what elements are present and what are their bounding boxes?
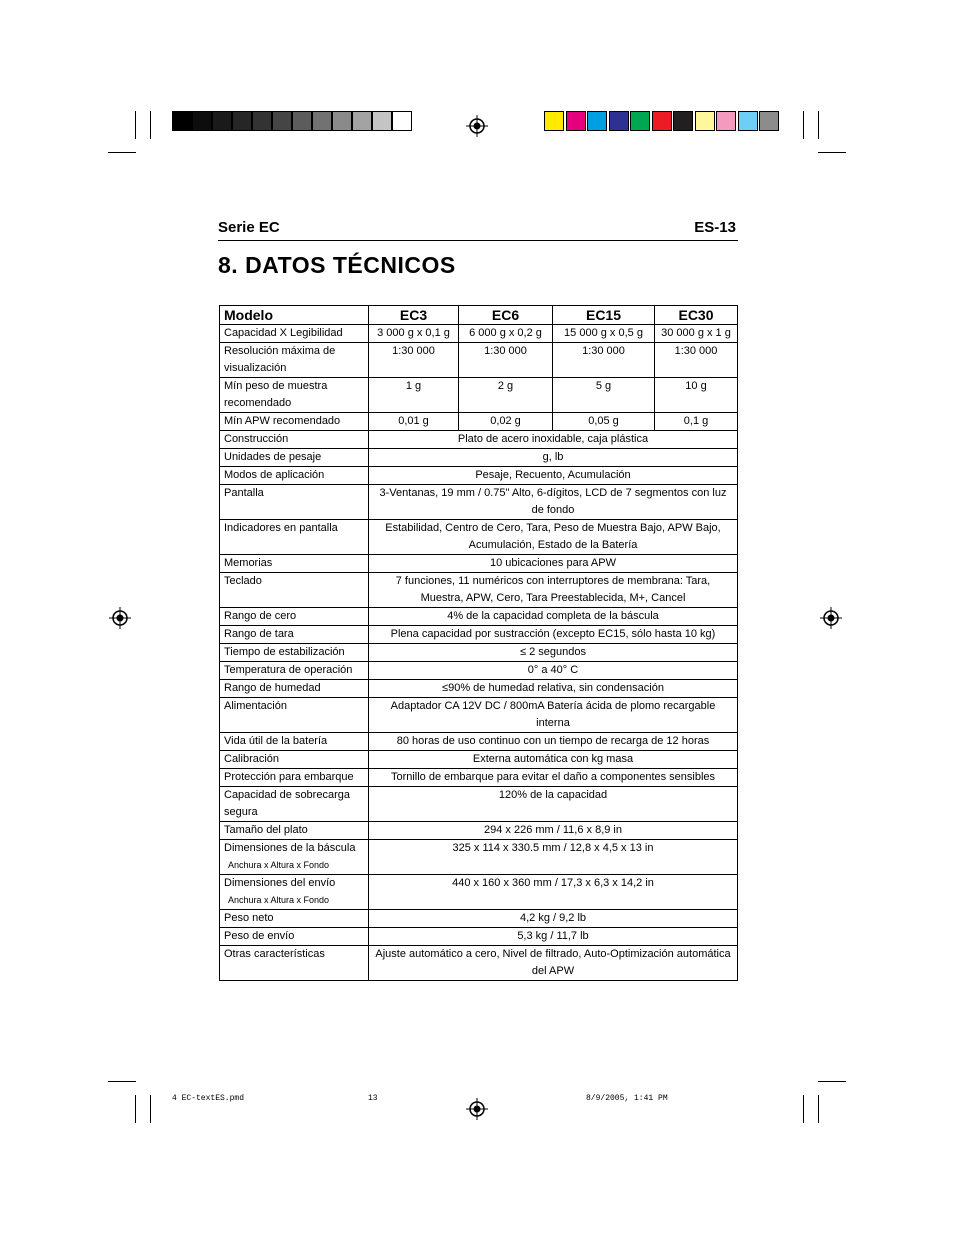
row-label (220, 928, 369, 946)
table-row (220, 680, 738, 698)
row-label: Resolución máxima de visualización (220, 343, 369, 378)
row-label (220, 875, 369, 910)
row-label (220, 733, 369, 751)
value-cell: 0,01 g (369, 413, 459, 431)
table-row (220, 875, 738, 910)
header-cell: EC6 (459, 306, 553, 325)
technical-data-table (219, 305, 738, 981)
value-cell: 294 x 226 mm / 11,6 x 8,9 in (369, 822, 738, 840)
table-row (220, 644, 738, 662)
value-cell: 0,1 g (655, 413, 738, 431)
crop-mark (803, 1095, 804, 1123)
value-cell: g, lb (369, 449, 738, 467)
row-label-text: Rango de humedad (224, 682, 321, 694)
row-label-text: Peso de envío (224, 930, 295, 942)
color-swatch (738, 111, 758, 131)
table-row (220, 751, 738, 769)
row-label-text: Protección para embarque (224, 771, 354, 783)
row-label (220, 769, 369, 787)
row-label (220, 485, 369, 520)
value-cell: 1:30 000 (459, 343, 553, 378)
value-cell: Plato de acero inoxidable, caja plástica (369, 431, 738, 449)
gray-swatch (332, 111, 352, 131)
color-swatch (587, 111, 607, 131)
registration-mark-icon (109, 607, 131, 629)
color-swatch (630, 111, 650, 131)
gray-swatch (312, 111, 332, 131)
crop-mark (135, 1095, 136, 1123)
table-row (220, 946, 738, 981)
value-cell: 1:30 000 (553, 343, 655, 378)
header-divider (218, 240, 738, 241)
value-cell: Adaptador CA 12V DC / 800mA Batería ácida de plomo recargable interna (369, 698, 738, 733)
value-cell: 30 000 g x 1 g (655, 325, 738, 343)
row-label (220, 822, 369, 840)
color-swatch (716, 111, 736, 131)
table-row (220, 413, 738, 431)
value-cell: 0° a 40° C (369, 662, 738, 680)
color-swatch (695, 111, 715, 131)
table-row (220, 449, 738, 467)
row-label-text: Alimentación (224, 700, 287, 712)
row-label-text: Capacidad de sobrecarga segura (224, 789, 350, 818)
value-cell: 325 x 114 x 330.5 mm / 12,8 x 4,5 x 13 in (369, 840, 738, 875)
value-cell: 15 000 g x 0,5 g (553, 325, 655, 343)
table-row (220, 378, 738, 413)
value-cell: 2 g (459, 378, 553, 413)
value-cell: 10 ubicaciones para APW (369, 555, 738, 573)
value-cell: 6 000 g x 0,2 g (459, 325, 553, 343)
table-row (220, 769, 738, 787)
row-label-text: Dimensiones del envío (224, 877, 336, 889)
value-cell: 5,3 kg / 11,7 lb (369, 928, 738, 946)
row-label (220, 520, 369, 555)
row-label-text: Calibración (224, 753, 280, 765)
value-cell: Externa automática con kg masa (369, 751, 738, 769)
row-label (220, 449, 369, 467)
row-label-text: Rango de cero (224, 610, 297, 622)
row-label-text: Unidades de pesaje (224, 451, 322, 463)
crop-mark (818, 1095, 819, 1123)
table-row (220, 840, 738, 875)
gray-swatch (392, 111, 412, 131)
crop-mark (108, 1081, 136, 1082)
page-number: ES-13 (694, 219, 736, 236)
value-cell: 440 x 160 x 360 mm / 17,3 x 6,3 x 14,2 in (369, 875, 738, 910)
value-cell: Plena capacidad por sustracción (excepto EC15, sólo hasta 10 kg) (369, 626, 738, 644)
row-label (220, 626, 369, 644)
row-label-text: Pantalla (224, 487, 264, 499)
gray-swatch (372, 111, 392, 131)
row-label (220, 910, 369, 928)
table-row (220, 325, 738, 343)
crop-mark (803, 111, 804, 139)
gray-swatch (272, 111, 292, 131)
value-cell: Ajuste automático a cero, Nivel de filtrado, Auto-Optimización automática del APW (369, 946, 738, 981)
row-label-text: Tiempo de estabilización (224, 646, 345, 658)
footer-page-number: 13 (368, 1094, 378, 1103)
table-row (220, 698, 738, 733)
crop-mark (818, 152, 846, 153)
row-label-text: Modos de aplicación (224, 469, 325, 481)
table-row (220, 485, 738, 520)
crop-mark (818, 1081, 846, 1082)
row-label-text: Teclado (224, 575, 262, 587)
color-swatch (652, 111, 672, 131)
header-cell: EC30 (655, 306, 738, 325)
row-label-text: Construcción (224, 433, 289, 445)
header-cell: Modelo (220, 306, 369, 325)
value-cell: Tornillo de embarque para evitar el daño a componentes sensibles (369, 769, 738, 787)
table-row (220, 520, 738, 555)
row-label-text: Dimensiones de la báscula (224, 842, 356, 854)
registration-mark-icon (820, 607, 842, 629)
table-row (220, 467, 738, 485)
table-row (220, 733, 738, 751)
table-row (220, 431, 738, 449)
row-label (220, 946, 369, 981)
row-label (220, 555, 369, 573)
gray-swatch (232, 111, 252, 131)
registration-mark-icon (466, 1098, 488, 1120)
crop-mark (135, 111, 136, 139)
row-label-text: Rango de tara (224, 628, 294, 640)
header-cell: EC3 (369, 306, 459, 325)
value-cell: 120% de la capacidad (369, 787, 738, 822)
table-row (220, 822, 738, 840)
crop-mark (818, 111, 819, 139)
row-label (220, 680, 369, 698)
gray-swatch (212, 111, 232, 131)
value-cell: Pesaje, Recuento, Acumulación (369, 467, 738, 485)
row-label (220, 431, 369, 449)
value-cell: 5 g (553, 378, 655, 413)
row-label-text: Tamaño del plato (224, 824, 308, 836)
header-cell: EC15 (553, 306, 655, 325)
table-row (220, 608, 738, 626)
row-label (220, 467, 369, 485)
row-label-text: Temperatura de operación (224, 664, 353, 676)
footer-filename: 4 EC-textES.pmd (172, 1094, 245, 1103)
row-label: Mín peso de muestra recomendado (220, 378, 369, 413)
gray-swatch (172, 111, 192, 131)
row-label-text: Vida útil de la batería (224, 735, 328, 747)
section-title: 8. DATOS TÉCNICOS (218, 252, 456, 278)
value-cell: 1 g (369, 378, 459, 413)
row-label-text: Peso neto (224, 912, 274, 924)
gray-swatch (252, 111, 272, 131)
series-label: Serie EC (218, 219, 280, 236)
row-label: Capacidad X Legibilidad (220, 325, 369, 343)
value-cell: 0,02 g (459, 413, 553, 431)
color-swatch (544, 111, 564, 131)
color-swatch (673, 111, 693, 131)
row-label (220, 787, 369, 822)
value-cell: ≤90% de humedad relativa, sin condensación (369, 680, 738, 698)
value-cell: ≤ 2 segundos (369, 644, 738, 662)
row-label (220, 840, 369, 875)
gray-swatch (352, 111, 372, 131)
table-row (220, 662, 738, 680)
table-row (220, 787, 738, 822)
row-label-text: Memorias (224, 557, 273, 569)
value-cell: 3 000 g x 0,1 g (369, 325, 459, 343)
table-row (220, 555, 738, 573)
table-row (220, 573, 738, 608)
value-cell: 3-Ventanas, 19 mm / 0.75" Alto, 6-dígitos, LCD de 7 segmentos con luz de fondo (369, 485, 738, 520)
row-label (220, 573, 369, 608)
color-swatch (759, 111, 779, 131)
gray-swatch (192, 111, 212, 131)
row-label-text: Otras características (224, 948, 325, 960)
table-row (220, 910, 738, 928)
gray-swatch (292, 111, 312, 131)
table-header-row (220, 306, 738, 325)
row-sublabel: Anchura x Altura x Fondo (228, 860, 330, 870)
table-row (220, 343, 738, 378)
registration-mark-icon (466, 115, 488, 137)
row-label (220, 662, 369, 680)
table-row (220, 626, 738, 644)
row-label: Mín APW recomendado (220, 413, 369, 431)
row-label (220, 751, 369, 769)
crop-mark (150, 1095, 151, 1123)
footer-timestamp: 8/9/2005, 1:41 PM (586, 1094, 668, 1103)
color-swatch (566, 111, 586, 131)
row-sublabel: Anchura x Altura x Fondo (228, 895, 330, 905)
table-row (220, 928, 738, 946)
value-cell: 1:30 000 (655, 343, 738, 378)
row-label (220, 608, 369, 626)
value-cell: 4,2 kg / 9,2 lb (369, 910, 738, 928)
row-label (220, 698, 369, 733)
value-cell: Estabilidad, Centro de Cero, Tara, Peso de Muestra Bajo, APW Bajo, Acumulación, Estado de la Batería (369, 520, 738, 555)
value-cell: 4% de la capacidad completa de la báscula (369, 608, 738, 626)
value-cell: 10 g (655, 378, 738, 413)
row-label-text: Indicadores en pantalla (224, 522, 338, 534)
value-cell: 0,05 g (553, 413, 655, 431)
value-cell: 1:30 000 (369, 343, 459, 378)
value-cell: 80 horas de uso continuo con un tiempo de recarga de 12 horas (369, 733, 738, 751)
row-label (220, 644, 369, 662)
crop-mark (108, 152, 136, 153)
value-cell: 7 funciones, 11 numéricos con interruptores de membrana: Tara, Muestra, APW, Cero, Tara Preestablecida, M+, Cancel (369, 573, 738, 608)
crop-mark (150, 111, 151, 139)
color-swatch (609, 111, 629, 131)
